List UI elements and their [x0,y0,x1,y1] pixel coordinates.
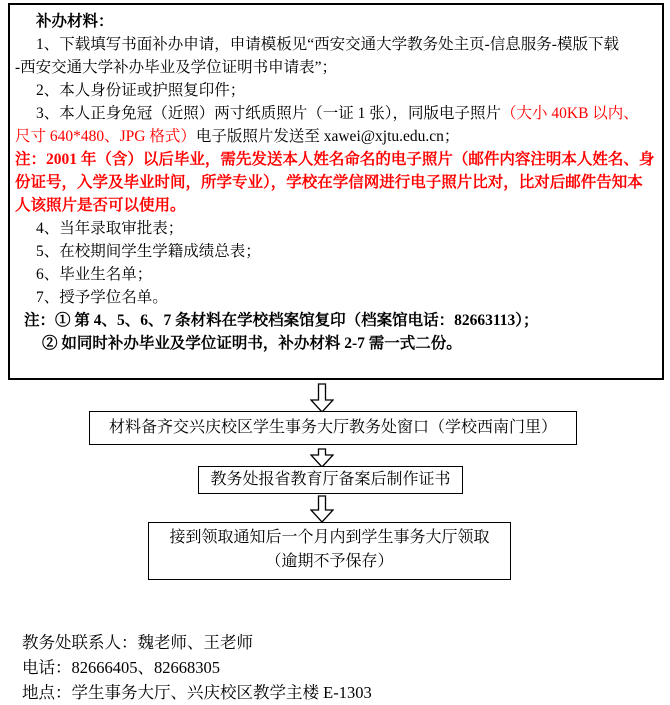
item-3-red-text: （大小 40KB 以内、 [501,105,639,122]
flow-step-certificate-production: 教务处报省教育厅备案后制作证书 [198,466,463,494]
contact-phone-line: 电话：82666405、82668305 [22,658,220,677]
material-item-4: 4、当年录取审批表； [36,220,184,237]
material-item-7: 7、授予学位名单。 [36,289,168,306]
down-arrow-icon [310,495,334,523]
footnote-1: 注：① 第 4、5、6、7 条材料在学校档案馆复印（档案馆电话：82663113）； [24,312,539,329]
material-item-1-line-2: -西安交通大学补办毕业及学位证明书申请表”； [15,59,338,76]
material-item-1-line-1: 1、下载填写书面补办申请，申请模板见“西安交通大学教务处主页-信息服务-模版下载 [36,36,619,53]
red-note-line-1: 注：2001 年（含）以后毕业，需先发送本人姓名命名的电子照片（邮件内容注明本人姓名、身 [15,151,655,168]
material-item-3-line-1 [10,102,662,125]
materials-title: 补办材料： [36,13,114,30]
contact-person-line: 教务处联系人：魏老师、王老师 [22,633,253,652]
red-note-line-3: 人该照片是否可以使用。 [15,197,186,214]
red-note-line-2: 份证号，入学及毕业时间，所学专业），学校在学信网进行电子照片比对，比对后邮件告知本 [15,174,643,191]
contact-block [22,630,372,705]
footnote-2: ② 如同时补办毕业及学位证明书，补办材料 2-7 需一式二份。 [42,335,462,352]
flow-step-submit-materials: 材料备齐交兴庆校区学生事务大厅教务处窗口（学校西南门里） [89,411,577,445]
item-3-red-text-2: 尺寸 640*480、JPG 格式） [15,128,196,145]
pickup-line-1: 接到领取通知后一个月内到学生事务大厅领取 [169,529,490,546]
pickup-line-2: （逾期不予保存） [265,553,394,570]
materials-box [8,3,664,380]
item-3-black-text: 3、本人正身免冠（近照）两寸纸质照片（一证 1 张），同版电子照片 [36,105,502,122]
material-item-5: 5、在校期间学生学籍成绩总表； [36,243,261,260]
down-arrow-icon [310,448,334,468]
flow-step-pickup [148,522,511,580]
down-arrow-icon [310,383,334,413]
material-item-2: 2、本人身份证或护照复印件； [36,82,246,99]
material-item-3-line-2 [10,125,662,148]
item-3-email-text: 电子版照片发送至 xawei@xjtu.edu.cn； [195,128,460,145]
material-item-6: 6、毕业生名单； [36,266,153,283]
contact-location-line: 地点：学生事务大厅、兴庆校区教学主楼 E-1303 [22,683,372,702]
